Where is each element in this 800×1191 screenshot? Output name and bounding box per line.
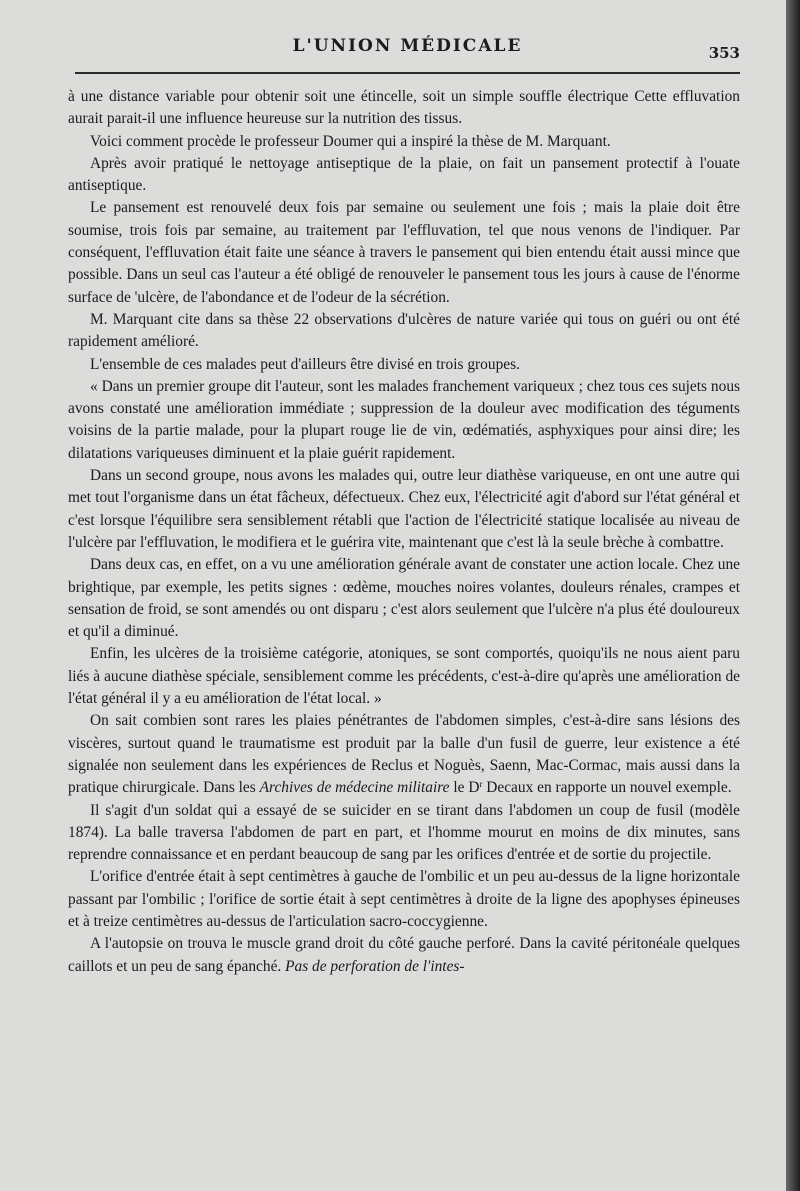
paragraph-text: A l'autopsie on trouva le muscle grand droit du côté gauche perforé. Dans la cavité péritonéale quelques caillots et un peu de sang épanché.: [68, 935, 740, 975]
header-rule: [75, 72, 740, 74]
paragraph: L'ensemble de ces malades peut d'ailleurs être divisé en trois groupes.: [90, 355, 520, 373]
paragraph: Voici comment procède le professeur Doumer qui a inspiré la thèse de M. Marquant.: [90, 132, 611, 150]
paragraph-with-italic: [68, 933, 740, 978]
page-number: 353: [708, 44, 740, 62]
paragraph: Enfin, les ulcères de la troisième catégorie, atoniques, se sont comportés, quoiqu'ils ne nous aient paru liés à aucune diathèse spéciale, sensiblement comme les précédents, c'est-à-dire qu'après une amélioration de l'état général il y a eu amélioration de l'état local. »: [68, 645, 740, 708]
journal-title: Archives de médecine militaire: [259, 779, 450, 797]
italic-phrase: Pas de perforation de l'intes-: [285, 957, 465, 975]
paragraph-with-citation: [68, 710, 740, 799]
paragraph: Après avoir pratiqué le nettoyage antiseptique de la plaie, on fait un pansement protectif à l'ouate antiseptique.: [68, 154, 740, 195]
paragraph-text: On sait combien sont rares les plaies pénétrantes de l'abdomen simples, c'est-à-dire sans lésions des viscères, surtout quand le traumatisme est produit par la balle d'un fusil de guerre, leur existence a été signalée non seulement dans les expériences de Reclus et Noguès, Saenn, Mac-Cormac, mais aussi dans la pratique chirurgicale. Dans les: [68, 712, 740, 797]
paragraph-text: le D: [449, 779, 480, 797]
paragraph: « Dans un premier groupe dit l'auteur, sont les malades franchement variqueux ; chez tous ces sujets nous avons constaté une amélioration immédiate ; suppression de la douleur avec modification des téguments voisins de la partie malade, pour la plupart rouge lie de vin, œdématiés, asphyxiques pour ainsi dire; les dilatations variqueuses diminuent et la plaie guérit rapidement.: [68, 377, 740, 462]
page-edge-shadow: [786, 0, 800, 1191]
paragraph: Dans deux cas, en effet, on a vu une amélioration générale avant de constater une action locale. Chez une brightique, par exemple, les petits signes : œdème, mouches noires volantes, douleurs rénales, crampes et sensation de froid, se sont amendés ou ont disparu ; c'est alors seulement que l'ulcère n'a plus été douloureux et qu'il a diminué.: [68, 556, 740, 641]
running-title: L'UNION MÉDICALE: [292, 36, 523, 56]
paragraph: Il s'agit d'un soldat qui a essayé de se suicider en se tirant dans l'abdomen un coup de fusil (modèle 1874). La balle traversa l'abdomen de part en part, et l'homme mourut en moins de dix minutes, sans reprendre connaissance et en perdant beaucoup de sang par les orifices d'entrée et de sortie du projectile.: [68, 801, 740, 864]
page-header: [75, 30, 740, 60]
paragraph: M. Marquant cite dans sa thèse 22 observations d'ulcères de nature variée qui tous on guéri ou ont été rapidement amélioré.: [68, 310, 740, 351]
paragraph-text: Decaux en rapporte un nouvel exemple.: [482, 779, 732, 797]
paragraph: à une distance variable pour obtenir soit une étincelle, soit un simple souffle électrique Cette effluvation aurait parait-il une influence heureuse sur la nutrition des tissus.: [68, 88, 740, 128]
paragraph: Dans un second groupe, nous avons les malades qui, outre leur diathèse variqueuse, en ont une autre qui met tout l'organisme dans un état fâcheux, défectueux. Chez eux, l'électricité agit d'abord sur l'état général et c'est lorsque l'équilibre sera sensiblement rétabli que l'action de l'électricité statique localisée au niveau de l'ulcère par l'effluvation, le modifiera et le guérira vite, maintenant que c'est là la seule brèche à combattre.: [68, 467, 740, 551]
article-body: [68, 86, 740, 978]
paragraph: Le pansement est renouvelé deux fois par semaine ou seulement une fois ; mais la plaie doit être soumise, trois fois par semaine, au traitement par l'effluvation, tel que nous venons de l'indiquer. Par conséquent, l'effluvation était faite une séance à travers le pansement qui bien entendu était aussi mince que possible. Dans un seul cas l'auteur a été obligé de renouveler le pansement tous les jours à cause de l'énorme surface de 'ulcère, de l'abondance et de l'odeur de la sécrétion.: [68, 199, 740, 306]
superscript: r: [479, 779, 483, 790]
paragraph: L'orifice d'entrée était à sept centimètres à gauche de l'ombilic et un peu au-dessus de la ligne horizontale passant par l'ombilic ; l'orifice de sortie était à sept centimètres à droite de la ligne des apophyses épineuses et à treize centimètres au-dessus de l'articulation sacro-coccygienne.: [68, 868, 740, 930]
